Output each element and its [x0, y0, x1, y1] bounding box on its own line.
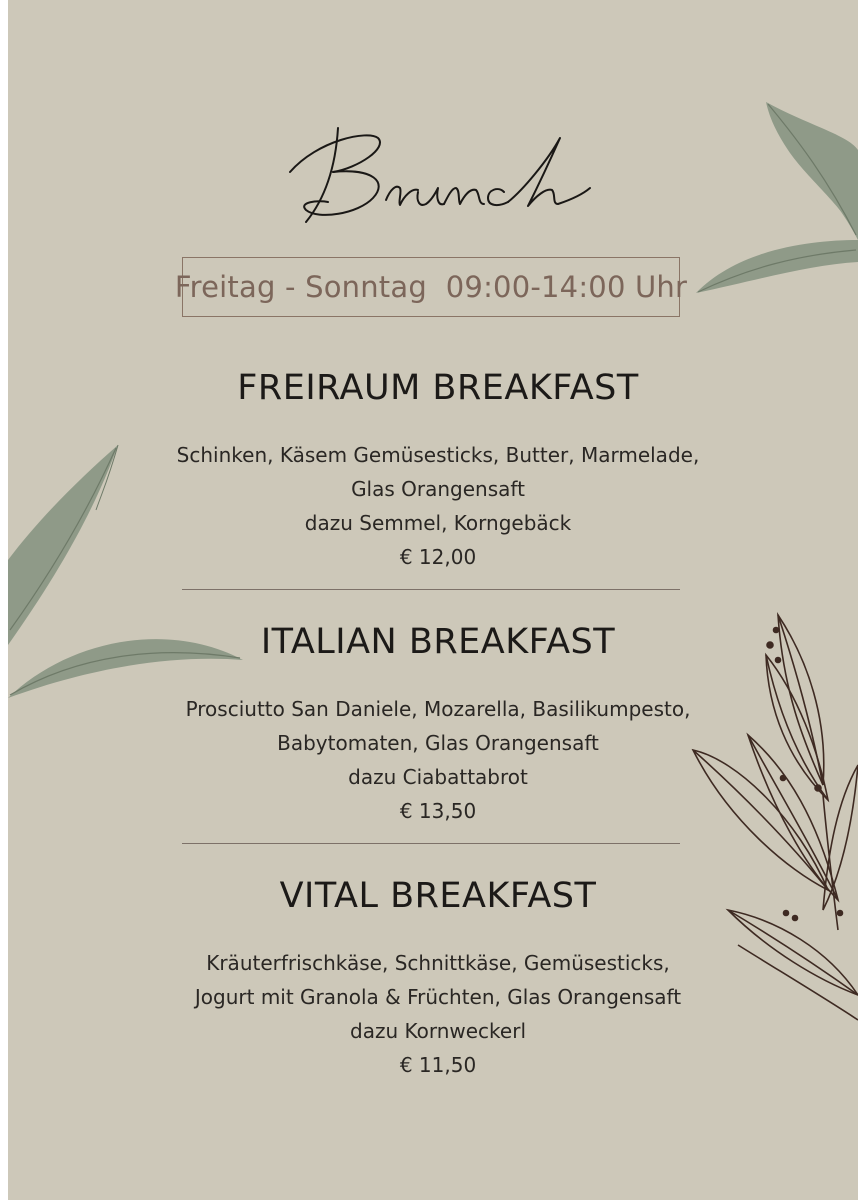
- menu-item-freiraum-breakfast: [88, 368, 788, 574]
- menu-item-description-line: Schinken, Käsem Gemüsesticks, Butter, Marmelade,: [176, 443, 700, 467]
- menu-item-title: VITAL BREAKFAST: [279, 876, 597, 916]
- menu-item-description-line: Prosciutto San Daniele, Mozarella, Basilikumpesto,: [185, 697, 691, 721]
- menu-item-title: FREIRAUM BREAKFAST: [237, 368, 639, 408]
- menu-item-description-line: dazu Kornweckerl: [350, 1019, 526, 1043]
- menu-item-price: € 11,50: [399, 1053, 477, 1077]
- menu-item-italian-breakfast: [88, 622, 788, 828]
- menu-item-description-line: Glas Orangensaft: [351, 477, 525, 501]
- menu-item-vital-breakfast: [88, 876, 788, 1082]
- menu-item-description-line: Kräuterfrischkäse, Schnittkäse, Gemüsesticks,: [206, 951, 670, 975]
- section-divider: [182, 589, 680, 590]
- menu-item-description-line: Babytomaten, Glas Orangensaft: [277, 731, 599, 755]
- menu-page: [8, 0, 858, 1200]
- menu-item-description-line: dazu Ciabattabrot: [348, 765, 528, 789]
- menu-item-description-line: Jogurt mit Granola & Früchten, Glas Orangensaft: [194, 985, 682, 1009]
- menu-item-price: € 12,00: [399, 545, 477, 569]
- menu-item-price: € 13,50: [399, 799, 477, 823]
- menu-item-title: ITALIAN BREAKFAST: [260, 622, 616, 662]
- brunch-script-title: [278, 110, 598, 230]
- leaf-decoration-top-right: [688, 90, 858, 310]
- section-divider: [182, 843, 680, 844]
- menu-item-description-line: dazu Semmel, Korngebäck: [304, 511, 572, 535]
- opening-hours: Freitag - Sonntag 09:00-14:00 Uhr: [182, 257, 680, 317]
